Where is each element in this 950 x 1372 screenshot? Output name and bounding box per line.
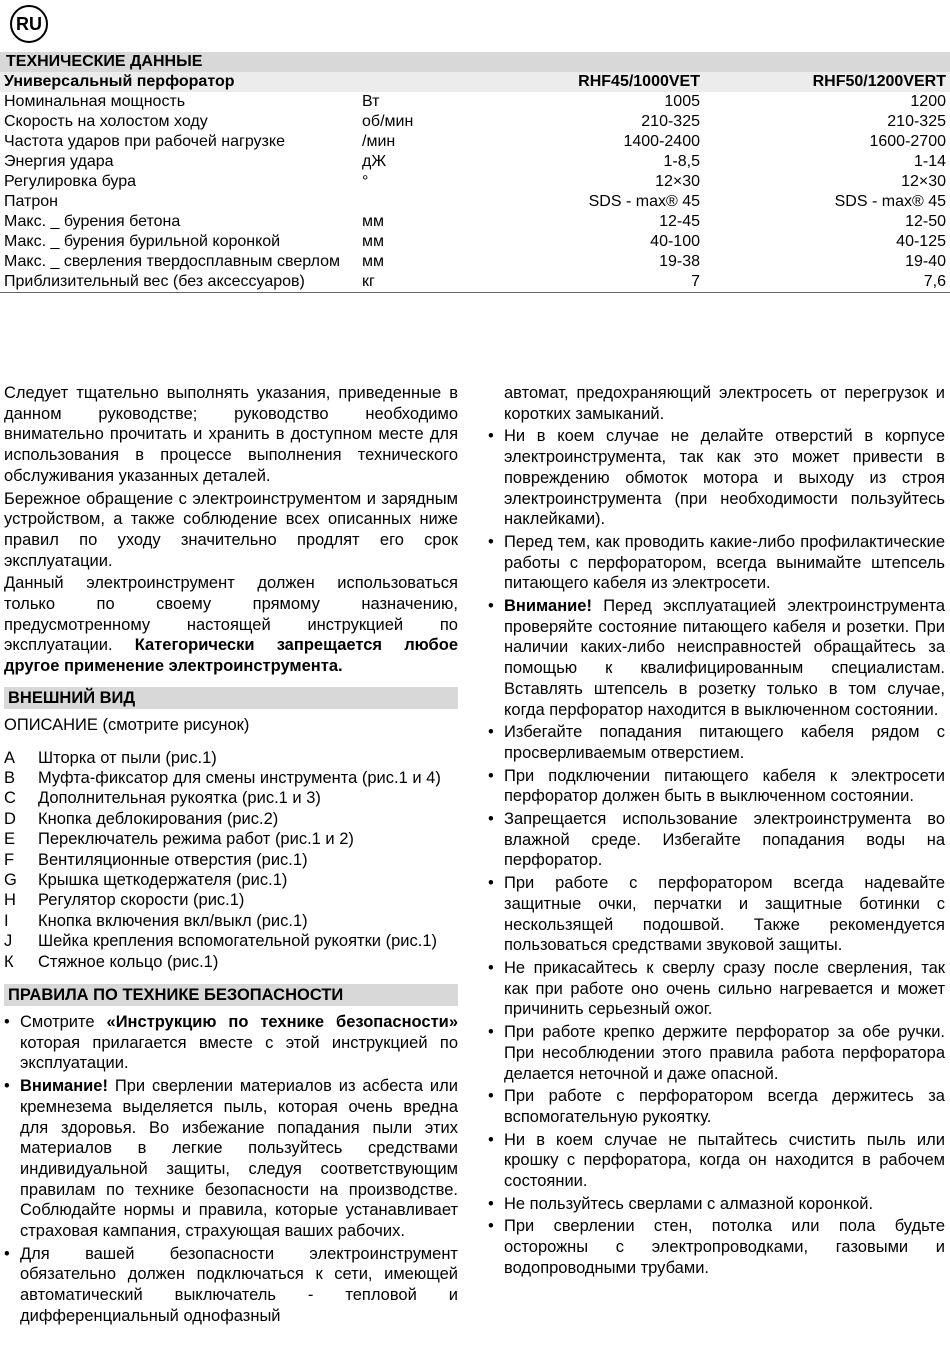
spec-value-model-2: 19-40 [905, 253, 946, 270]
table-row [0, 212, 950, 232]
bullet-icon: • [488, 1087, 494, 1106]
description-title: ОПИСАНИЕ (смотрите рисунок) [4, 715, 250, 734]
list-item [4, 890, 458, 910]
item-text: Ни в коем случае не делайте отверстий в корпусе электроинструмента, так как это может привести в повреждению обмоток мотора и выходу из строя электроинструмента (при необходимости пользуйтесь наклейками). [504, 427, 945, 529]
part-description: Шторка от пыли (рис.1) [38, 748, 217, 767]
item-text: При работе крепко держите перфоратор за обе ручки. При несоблюдении этого правила работа перфоратора делается неточной и даже опасной. [504, 1023, 945, 1083]
part-description: Переключатель режима работ (рис.1 и 2) [38, 830, 354, 849]
item-bold-text: Внимание! [20, 1077, 108, 1096]
intro-paragraph-1: Следует тщательно выполнять указания, приведенные в данном руководстве; руководство необходимо внимательно прочитать и хранить в доступном месте для использования в процессе выполнения технического обслуживания указанных деталей. [4, 384, 458, 485]
item-text: При подключении питающего кабеля к электросети перфоратор должен быть в выключенном состоянии. [504, 766, 945, 806]
list-item [488, 1130, 945, 1192]
part-letter: C [4, 789, 16, 808]
list-item [488, 1194, 945, 1215]
header-product: Универсальный перфоратор [0, 72, 358, 92]
bullet-icon: • [488, 1023, 494, 1042]
item-bold-text: «Инструкцию по технике безопасности» [106, 1013, 458, 1032]
header-model-2: RHF50/1200VERT [704, 72, 950, 92]
bullet-icon: • [488, 597, 494, 616]
list-item [4, 911, 458, 931]
part-letter: B [4, 768, 16, 787]
spec-table-body [0, 92, 950, 293]
spec-value-model-1: 7 [691, 273, 700, 290]
spec-name: Патрон [4, 193, 59, 210]
spec-unit: мм [362, 233, 384, 250]
bullet-icon: • [488, 766, 494, 785]
part-letter: J [4, 932, 13, 951]
spec-unit: об/мин [362, 113, 414, 130]
intro-warning: Категорически запрещается любое другое применение электроинструмента. [4, 636, 458, 676]
table-row [0, 112, 950, 132]
list-item [4, 1012, 458, 1074]
list-item [488, 809, 945, 871]
item-text: Не пользуйтесь сверлами с алмазной коронкой. [504, 1194, 874, 1213]
spec-value-model-2: 12-50 [905, 213, 946, 230]
spec-value-model-1: 1400-2400 [623, 133, 700, 150]
part-letter: E [4, 830, 16, 849]
item-text: При работе с перфоратором всегда держитесь за вспомогательную рукоятку. [504, 1087, 945, 1126]
spec-unit: мм [362, 253, 384, 270]
spec-value-model-1: 12×30 [655, 173, 700, 190]
spec-name: Макс. _ бурения бетона [4, 213, 181, 230]
list-item [488, 766, 945, 807]
table-row [0, 152, 950, 172]
item-text: При сверлении стен, потолка или пола будьте осторожны с электропроводками, газовыми и водопроводными трубами. [504, 1217, 945, 1277]
part-description: Регулятор скорости (рис.1) [38, 891, 245, 910]
list-item [4, 809, 458, 829]
intro-text: Данный электроинструмент должен использоваться только по своему прямому назначению, предусмотренному настоящей инструкцией по эксплуатации. [4, 574, 458, 655]
tech-data-section [0, 52, 950, 293]
spec-value-model-1: 1005 [664, 93, 700, 110]
part-letter: H [4, 891, 16, 910]
intro-paragraph-2: Бережное обращение с электроинструментом и зарядным устройством, а также соблюдение всех описанных ниже правил по уходу значительно продлят его срок эксплуатации. [4, 489, 458, 570]
right-column [488, 383, 945, 1281]
spec-value-model-1: SDS - max® 45 [588, 193, 700, 210]
list-item [488, 596, 945, 720]
table-row [0, 192, 950, 212]
part-description: Кнопка включения вкл/выкл (рис.1) [38, 911, 308, 930]
list-item [4, 1076, 458, 1242]
bullet-icon: • [488, 810, 494, 829]
bullet-icon: • [488, 427, 494, 446]
spec-value-model-1: 40-100 [650, 233, 700, 250]
safety-title: ПРАВИЛА ПО ТЕХНИКЕ БЕЗОПАСНОСТИ [4, 984, 458, 1006]
bullet-icon: • [4, 1244, 10, 1263]
part-description: Кнопка деблокирования (рис.2) [38, 809, 279, 828]
spec-value-model-2: SDS - max® 45 [834, 193, 946, 210]
spec-unit: /мин [362, 133, 396, 150]
continued-text: автомат, предохраняющий электросеть от перегрузок и коротких замыканий. [504, 384, 945, 423]
part-letter: F [4, 850, 15, 869]
item-text: которая прилагается вместе с этой инструкцией по эксплуатации. [20, 1033, 458, 1073]
part-description: Муфта-фиксатор для смены инструмента (рис.1 и 4) [38, 768, 441, 787]
bullet-icon: • [488, 874, 494, 893]
appearance-title: ВНЕШНИЙ ВИД [4, 687, 458, 709]
bullet-icon: • [488, 723, 494, 742]
item-text: Смотрите [20, 1013, 107, 1032]
safety-list [4, 1012, 458, 1327]
list-item [488, 873, 945, 956]
list-item [4, 788, 458, 808]
spec-unit: дЖ [362, 153, 387, 170]
list-item [488, 532, 945, 594]
item-text: Запрещается использование электроинструмента во влажной среде. Избегайте попадания воды на перфоратор. [504, 810, 945, 870]
spec-name: Номинальная мощность [4, 93, 186, 110]
spec-value-model-2: 1200 [910, 93, 946, 110]
list-item [4, 850, 458, 870]
spec-value-model-2: 12×30 [901, 173, 946, 190]
spec-value-model-1: 19-38 [659, 253, 700, 270]
spec-unit: Вт [362, 93, 380, 110]
bullet-icon: • [488, 958, 494, 977]
spec-name: Регулировка бура [4, 173, 137, 190]
list-item [488, 426, 945, 530]
part-description: Шейка крепления вспомогательной рукоятки (рис.1) [38, 932, 437, 951]
bullet-icon: • [488, 1130, 494, 1149]
spec-value-model-1: 1-8,5 [663, 153, 700, 170]
list-item [4, 870, 458, 890]
spec-value-model-1: 210-325 [641, 113, 700, 130]
table-row [0, 232, 950, 252]
part-letter: D [4, 809, 16, 828]
list-item [4, 768, 458, 788]
item-text: Перед тем, как проводить какие-либо профилактические работы с перфоратором, всегда вынимайте штепсель питающего кабеля из электросети. [504, 532, 945, 593]
part-letter: G [4, 870, 17, 889]
spec-value-model-2: 210-325 [887, 113, 946, 130]
part-letter: A [4, 748, 16, 767]
spec-name: Макс. _ сверления твердосплавным сверлом [4, 253, 340, 270]
spec-value-model-2: 40-125 [896, 233, 946, 250]
table-row [0, 132, 950, 152]
list-item [4, 931, 458, 951]
spec-name: Энергия удара [4, 153, 114, 170]
spec-value-model-2: 7,6 [923, 273, 946, 290]
part-description: Дополнительная рукоятка (рис.1 и 3) [38, 789, 321, 808]
spec-name: Частота ударов при рабочей нагрузке [4, 133, 285, 150]
list-item [488, 1086, 945, 1127]
item-bold-text: Внимание! [504, 597, 592, 616]
list-item [4, 952, 458, 972]
part-letter: I [4, 911, 9, 930]
part-description: Вентиляционные отверстия (рис.1) [38, 850, 308, 869]
spec-name: Макс. _ бурения бурильной коронкой [4, 233, 281, 250]
list-item [488, 1216, 945, 1278]
list-item [4, 1244, 458, 1327]
intro-paragraph-3 [4, 573, 458, 677]
table-header-row [0, 72, 950, 92]
item-text: При работе с перфоратором всегда надевайте защитные очки, перчатки и защитные ботинки с нескользящей подошвой. Также рекомендуется пользоваться средствами звуковой защиты. [504, 874, 945, 955]
item-text: При сверлении материалов из асбеста или кремнезема выделяется пыль, которая очень вредна для здоровья. Во избежание попадания пыли этих материалов в легкие пользуйтесь средствами индивидуальной защиты, следуя соответствующим правилам по технике безопасности на производстве. Соблюдайте нормы и правила, которые устанавливает страховая кампания, страхующая ваших рабочих. [20, 1077, 458, 1241]
item-text: Для вашей безопасности электроинструмент обязательно должен подключаться к сети, имеющей автоматический выключатель - тепловой и дифференциальный однофазный [20, 1244, 458, 1325]
spec-value-model-1: 12-45 [659, 213, 700, 230]
spec-unit: кг [362, 273, 375, 290]
table-row [0, 252, 950, 272]
list-item [488, 722, 945, 763]
spec-unit [358, 192, 526, 212]
item-text: Избегайте попадания питающего кабеля рядом с просверливаемым отверстием. [504, 723, 945, 762]
bullet-icon: • [488, 1217, 494, 1236]
header-unit [358, 72, 526, 92]
list-item [488, 1022, 945, 1084]
spec-value-model-2: 1600-2700 [869, 133, 946, 150]
safety-list-continued [488, 426, 945, 1278]
spec-unit: мм [362, 213, 384, 230]
list-item [4, 829, 458, 849]
table-row [0, 272, 950, 293]
list-item [4, 748, 458, 768]
left-column [4, 383, 458, 1329]
header-model-1: RHF45/1000VET [526, 72, 704, 92]
part-description: Стяжное кольцо (рис.1) [38, 952, 219, 971]
bullet-icon: • [488, 532, 494, 551]
part-description: Крышка щеткодержателя (рис.1) [38, 870, 288, 889]
bullet-icon: • [4, 1077, 10, 1096]
language-badge: RU [10, 5, 48, 43]
tech-data-title: ТЕХНИЧЕСКИЕ ДАННЫЕ [0, 52, 950, 72]
bullet-icon: • [488, 1194, 494, 1213]
item-text: Не прикасайтесь к сверлу сразу после сверления, так как при работе оно очень сильно нагревается и может причинить серьезный ожог. [504, 958, 945, 1019]
item-text: Ни в коем случае не пытайтесь счистить пыль или крошку с перфоратора, когда он находится в рабочем состоянии. [504, 1130, 945, 1191]
spec-table [0, 72, 950, 293]
spec-value-model-2: 1-14 [913, 153, 946, 170]
parts-list [4, 748, 458, 972]
part-letter: К [4, 952, 14, 971]
item-text: Перед эксплуатацией электроинструмента проверяйте состояние питающего кабеля и розетки. При наличии каких-либо неисправностей обращайтесь за помощью к квалифицированным специалистам. Вставлять штепсель в розетку только в том случае, когда перфоратор находится в выключенном состоянии. [504, 597, 945, 719]
table-row [0, 172, 950, 192]
list-item [488, 958, 945, 1020]
spec-name: Приблизительный вес (без аксессуаров) [4, 273, 305, 290]
spec-name: Скорость на холостом ходу [4, 113, 208, 130]
bullet-icon: • [4, 1013, 10, 1032]
table-row [0, 92, 950, 112]
spec-unit: ° [362, 173, 369, 190]
